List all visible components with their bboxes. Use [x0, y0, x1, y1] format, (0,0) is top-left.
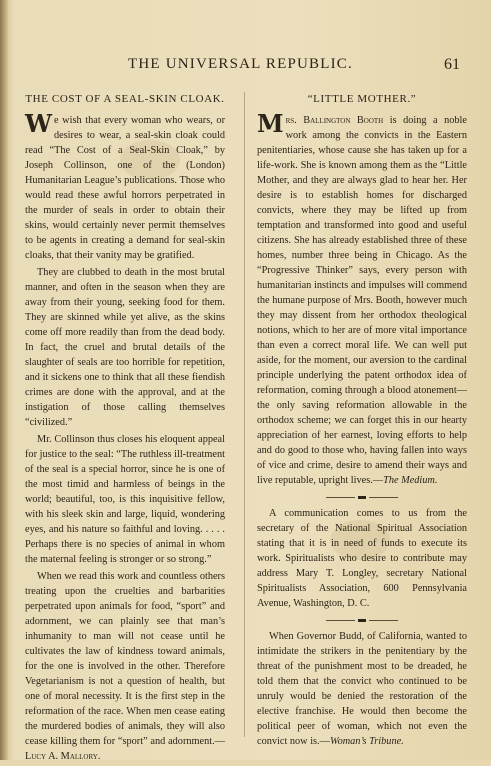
paragraph — [257, 629, 467, 749]
right-column — [257, 92, 467, 751]
paragraph — [25, 569, 225, 764]
section-rule — [326, 496, 398, 498]
paragraph: Mr. Collinson thus closes his eloquent appeal for justice to the seal: “The ruthless ill-treatment of the seal is a special horror, since he is one of the most timid and harmless of beings in the world; beautiful, too, is this inquisitive fellow, with his sleek skin and large, liquid, wondering eyes, and his nature so faithful and loving. . . . . Perhaps there is no species of animal in whom the maternal feeling is stronger or so strong.” — [25, 434, 225, 565]
section-rule — [326, 619, 398, 621]
paragraph-text: e wish that every woman who wears, or desires to wear, a seal-skin cloak could read “The Cost of a Seal-Skin Cloak,” by Joseph Collinson, one of the (London) Humanitarian League’s publications. Those who would read these awful horrors perpetrated in the murder of seals in order to obtain their skins, would certainly never permit themselves to be agents in creating a demand for seal-skin cloaks, that their vanity may be gratified. — [25, 115, 225, 261]
running-head — [40, 56, 460, 76]
page-number: 61 — [444, 56, 460, 73]
paragraph-text: is doing a noble work among the convicts in the Eastern penitentiaries, whose cause she has taken up for a life-work. She is known among them as the “Little Mother, and they are always glad to hear her. Her desire is to establish homes for discharged convicts, where they may be lifted up from temptation and transformed into good and useful citizens. She has already established three of these homes, number three being in Chicago. As the “Progressive Thinker” says, every person with humanitarian instincts and impulses will commend the humane purpose of Mrs. Booth, however much they may dissent from her orthodox theological notions, which to her are of more vital importance than even a correct moral life. We can well put aside, for the moment, our aversion to the cardinal principle underlying the patent orthodox idea of reformation, coming through a blood atonement—the only saving reformation allowable in the orthodox scheme; we can forget this in our hearty appreciation of her earnest, loving efforts to help and do good to those who, having fallen into ways of vice and crime, desire to amend their ways and live reputable, upright lives.— — [257, 115, 467, 486]
article-title-seal-skin: THE COST OF A SEAL-SKIN CLOAK. — [25, 93, 225, 105]
paragraph-lead: rs. Ballington Booth — [285, 115, 384, 126]
paragraph — [257, 109, 467, 488]
column-divider — [244, 92, 245, 737]
source-citation: The Medium. — [383, 475, 438, 486]
article-title-little-mother: “LITTLE MOTHER.” — [307, 93, 417, 105]
book-binding-edge — [0, 0, 8, 760]
paragraph — [25, 109, 225, 263]
paragraph-text: When we read this work and countless others treating upon the cruelties and barbarities perpetrated upon animals for food, “sport” and adornment, we can plainly see that man’s inhumanity to man will not cease until he cultivates the law of kindness toward animals, for the one is involved in the other. Therefore Vegetarianism is not a question of health, but one of moral necessity. It is the first step in the reformation of the race. When men cease eating the murdered bodies of animals, they will also cease killing them for “sport” and adornment.— — [25, 571, 225, 747]
drop-cap: W — [25, 109, 52, 138]
paragraph-text: When Governor Budd, of California, wanted to intimidate the strikers in the penitentiary by the threat of the punishment most to be dreaded, he told them that the convict who continued to be unruly would be denied the restoration of the elective franchise. He would then become the political peer of woman, which not even the convict now is.— — [257, 631, 467, 747]
paragraph: They are clubbed to death in the most brutal manner, and often in the season when they are away from their young, seeking food for them. They are skinned while yet alive, as the skins come off more readily than from the dead body. In fact, the cruel and brutal details of the slaughter of seals are too horrible for repetition, and it sickens one to think that all these fiendish crimes are done with the approval, and at the instigation of those calling themselves “civilized.” — [25, 267, 225, 428]
running-title: THE UNIVERSAL REPUBLIC. — [128, 56, 353, 72]
left-column — [25, 92, 225, 766]
paragraph: A communication comes to us from the secretary of the National Spiritual Association stating that it is in need of funds to execute its work. Spiritualists who desire to contribute may address Mary T. Longley, secretary National Spiritualists Association, 600 Pennsylvania Avenue, Washington, D. C. — [257, 508, 467, 609]
source-citation: Woman’s Tribune. — [329, 736, 404, 747]
drop-cap: M — [257, 109, 284, 138]
author-signature: Lucy A. Mallory. — [25, 751, 101, 762]
